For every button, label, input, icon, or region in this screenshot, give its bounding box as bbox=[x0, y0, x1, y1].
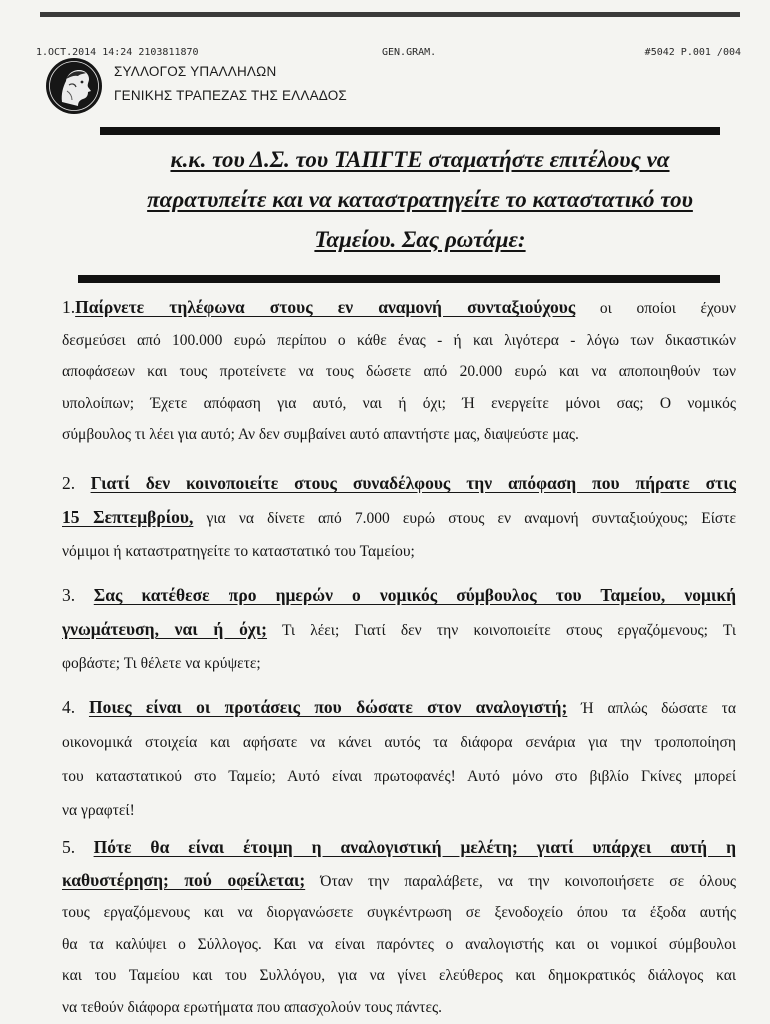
title-divider bbox=[78, 275, 720, 283]
scan-top-edge bbox=[40, 12, 740, 17]
fax-page-info: #5042 P.001 /004 bbox=[644, 47, 741, 58]
question-text: να γραφτεί! bbox=[62, 802, 135, 819]
question-text: αποφάσεων και τους προτείνετε να τους δώσετε από 20.000 ευρώ και να αποποιηθούν των bbox=[62, 363, 736, 380]
organization-name bbox=[114, 60, 347, 108]
fax-datetime: 1.OCT.2014 14:24 2103811870 bbox=[36, 47, 199, 58]
question-text: και του Ταμείου και του Συλλόγου, για να γίνει ελεύθερος και δημοκρατικός διάλογος και bbox=[62, 967, 736, 984]
question-1 bbox=[62, 292, 736, 451]
question-2 bbox=[62, 467, 736, 568]
question-number: 3. bbox=[62, 585, 76, 605]
question-5 bbox=[62, 832, 736, 1023]
question-3 bbox=[62, 579, 736, 680]
question-lead: Πότε θα είναι έτοιμη η αναλογιστική μελέτη; γιατί υπάρχει αυτή η bbox=[93, 837, 736, 857]
document-title bbox=[70, 140, 770, 260]
question-text: θα τα καλύψει ο Σύλλογος. Και να είναι παρόντες ο αναλογιστής και οι νομικοί σύμβουλοι bbox=[62, 935, 736, 953]
question-text: δεσμεύσει από 100.000 ευρώ περίπου ο κάθε ένας - ή και λιγότερα - λόγω των δικαστικών bbox=[62, 331, 736, 349]
question-text: τους εργαζόμενους και να διοργανώσετε συγκέντρωση σε ξενοδοχείο όπου τα έξοδα αυτής bbox=[62, 904, 736, 921]
question-number: 4. bbox=[62, 697, 76, 717]
question-text: Όταν την παραλάβετε, να την κοινοποιήσετε σε όλους bbox=[305, 872, 736, 890]
organization-line-2: ΓΕΝΙΚΗΣ ΤΡΑΠΕΖΑΣ ΤΗΣ ΕΛΛΑΔΟΣ bbox=[114, 88, 347, 103]
question-text: υπολοίπων; Έχετε απόφαση για αυτό, ναι ή όχι; Ή ενεργείτε μόνοι σας; Ο νομικός bbox=[62, 394, 736, 412]
title-line-2: παρατυπείτε και να καταστρατηγείτε το καταστατικό του bbox=[147, 187, 693, 212]
question-lead: Παίρνετε τηλέφωνα στους εν αναμονή συνταξιούχους bbox=[75, 297, 576, 317]
question-text: του καταστατικού στο Ταμείο; Αυτό είναι πρωτοφανές! Αυτό μόνο στο βιβλίο Γκίνες μπορεί bbox=[62, 768, 736, 785]
question-number: 1. bbox=[62, 297, 76, 317]
question-4 bbox=[62, 690, 736, 828]
question-text: για να δίνετε από 7.000 ευρώ στους εν αναμονή συνταξιούχους; Είστε bbox=[193, 510, 736, 527]
question-lead: Σας κατέθεσε προ ημερών ο νομικός σύμβουλος του Ταμείου, νομική bbox=[93, 585, 736, 605]
title-line-3: Ταμείου. Σας ρωτάμε: bbox=[314, 227, 526, 252]
question-text: Τι λέει; Γιατί δεν την κοινοποιείτε στους εργαζόμενους; Τι bbox=[266, 622, 736, 639]
question-lead: Γιατί δεν κοινοποιείτε στους συναδέλφους την απόφαση που πήρατε στις bbox=[90, 473, 736, 493]
question-text: οι οποίοι έχουν bbox=[575, 300, 736, 317]
question-lead: 15 Σεπτεμβρίου, bbox=[62, 507, 194, 527]
question-lead: γνωμάτευση, ναι ή όχι; bbox=[62, 619, 267, 639]
question-text: να τεθούν διάφορα ερωτήματα που απασχολούν τους πάντες. bbox=[62, 998, 442, 1016]
question-text: νόμιμοι ή καταστρατηγείτε το καταστατικό του Ταμείου; bbox=[62, 543, 415, 560]
header-divider bbox=[100, 127, 720, 135]
fax-station: GEN.GRAM. bbox=[382, 47, 437, 58]
question-lead: Ποιες είναι οι προτάσεις που δώσατε στον αναλογιστή; bbox=[88, 697, 568, 717]
organization-line-1: ΣΥΛΛΟΓΟΣ ΥΠΑΛΛΗΛΩΝ bbox=[114, 64, 277, 79]
question-text: οικονομικά στοιχεία και αφήσατε να κάνει αυτός τα διάφορα σενάρια για την τροποποίηση bbox=[62, 734, 736, 751]
question-number: 2. bbox=[62, 473, 76, 493]
question-text: σύμβουλος τι λέει για αυτό; Αν δεν συμβαίνει αυτό απαντήστε μας, διαψεύστε μας. bbox=[62, 426, 579, 443]
hermes-head-logo-icon bbox=[45, 57, 103, 115]
question-lead: καθυστέρηση; πού οφείλεται; bbox=[62, 869, 306, 890]
question-text: φοβάστε; Τι θέλετε να κρύψετε; bbox=[62, 655, 261, 672]
question-text: Ή απλώς δώσατε τα bbox=[567, 700, 736, 717]
question-number: 5. bbox=[62, 837, 76, 857]
title-line-1: κ.κ. του Δ.Σ. του ΤΑΠΓΤΕ σταματήστε επιτέλους να bbox=[170, 147, 670, 172]
